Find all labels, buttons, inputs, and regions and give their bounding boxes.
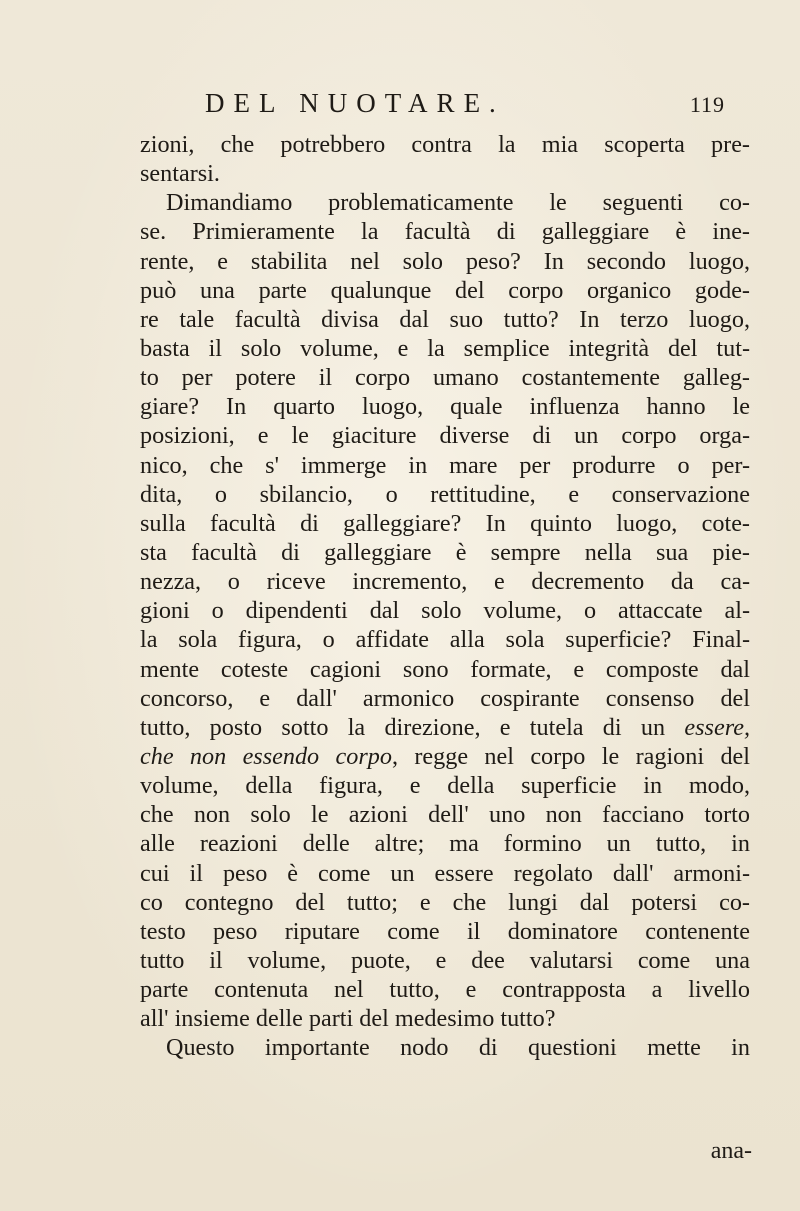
text-line: tutto il volume, puote, e dee valutarsi come una bbox=[140, 946, 750, 974]
text-segment: tutto, posto sotto la direzione, e tutela di un bbox=[140, 713, 666, 741]
text-line: all' insieme delle parti del medesimo tutto? bbox=[140, 1005, 556, 1033]
text-line: rente, e stabilita nel solo peso? In secondo luogo, bbox=[140, 247, 750, 275]
text-line: to per potere il corpo umano costantemente galleg- bbox=[140, 364, 750, 392]
text-line: re tale facultà divisa dal suo tutto? In terzo luogo, bbox=[140, 305, 750, 333]
text-line: testo peso riputare come il dominatore contenente bbox=[140, 917, 750, 945]
text-line: nico, che s' immerge in mare per produrre o per- bbox=[140, 451, 750, 479]
page-header bbox=[205, 88, 725, 124]
text-line: basta il solo volume, e la semplice integrità del tut- bbox=[140, 334, 750, 362]
paragraph-start-line: Dimandiamo problematicamente le seguenti co- bbox=[166, 189, 750, 217]
text-line: zioni, che potrebbero contra la mia scoperta pre- bbox=[140, 131, 750, 158]
text-segment: , regge nel corpo le ragioni del bbox=[391, 742, 750, 770]
text-line: sentarsi. bbox=[140, 160, 220, 188]
text-line-mixed bbox=[140, 742, 750, 771]
text-line: co contegno del tutto; e che lungi dal potersi co- bbox=[140, 888, 750, 916]
text-line: alle reazioni delle altre; ma formino un tutto, in bbox=[140, 830, 750, 858]
text-line: può una parte qualunque del corpo organico gode- bbox=[140, 276, 750, 304]
text-line: se. Primieramente la facultà di galleggiare è ine- bbox=[140, 218, 750, 246]
paragraph-start-line: Questo importante nodo di questioni mette in bbox=[166, 1034, 750, 1062]
text-line: giare? In quarto luogo, quale influenza hanno le bbox=[140, 393, 750, 421]
catchword: ana- bbox=[710, 1138, 752, 1164]
text-line-mixed bbox=[140, 713, 750, 742]
text-line: sulla facultà di galleggiare? In quinto luogo, cote- bbox=[140, 509, 750, 537]
body-text bbox=[140, 130, 750, 1063]
page-number: 119 bbox=[689, 92, 725, 117]
italic-phrase: che non essendo corpo bbox=[140, 742, 392, 770]
running-title: DEL NUOTARE. bbox=[205, 88, 505, 118]
text-line: volume, della figura, e della superficie in modo, bbox=[140, 772, 750, 800]
text-line: dita, o sbilancio, o rettitudine, e conservazione bbox=[140, 480, 750, 508]
text-line: sta facultà di galleggiare è sempre nella sua pie- bbox=[140, 538, 750, 566]
text-line: concorso, e dall' armonico cospirante consenso del bbox=[140, 684, 750, 712]
text-line: la sola figura, o affidate alla sola superficie? Final- bbox=[140, 626, 750, 654]
text-line: gioni o dipendenti dal solo volume, o attaccate al- bbox=[140, 597, 750, 625]
text-line: nezza, o riceve incremento, e decremento da ca- bbox=[140, 568, 750, 596]
text-line: parte contenuta nel tutto, e contrapposta a livello bbox=[140, 976, 750, 1004]
text-line: cui il peso è come un essere regolato dall' armoni- bbox=[140, 859, 750, 887]
text-line: posizioni, e le giaciture diverse di un corpo orga- bbox=[140, 422, 750, 450]
text-line: mente coteste cagioni sono formate, e composte dal bbox=[140, 655, 750, 683]
text-line: che non solo le azioni dell' uno non facciano torto bbox=[140, 801, 750, 829]
italic-phrase: essere, bbox=[684, 713, 751, 741]
